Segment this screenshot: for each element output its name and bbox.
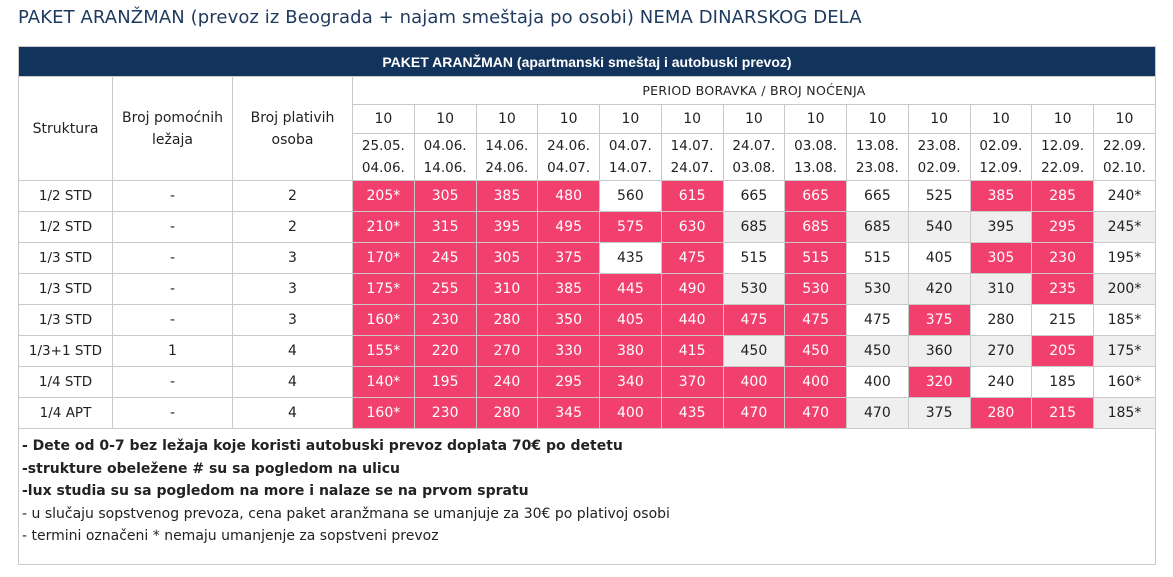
period-from: 04.07. [608,138,652,154]
period-dates [600,134,662,181]
price-cell: 295 [1032,212,1094,243]
header-pomocnih-line1: Broj pomoćnih [122,109,223,126]
period-dates [476,134,538,181]
price-cell: 195* [1094,243,1156,274]
header-plativih-osoba [233,77,353,181]
price-cell: 685 [847,212,909,243]
period-dates [538,134,600,181]
table-row [19,367,1156,398]
price-cell: 230 [414,305,476,336]
notes-section [19,429,1156,565]
price-cell: 375 [908,398,970,429]
row-plativih-osoba: 3 [233,305,353,336]
table-row [19,305,1156,336]
header-plativih-line1: Broj plativih [250,109,335,126]
period-to: 14.06. [423,160,467,176]
note-line: - termini označeni * nemaju umanjenje za sopstveni prevoz [22,528,439,545]
price-cell: 630 [661,212,723,243]
price-cell: 480 [538,181,600,212]
price-table [18,46,1156,565]
price-cell: 435 [600,243,662,274]
price-cell: 310 [476,274,538,305]
period-from: 02.09. [979,138,1023,154]
row-struktura: 1/2 STD [19,181,113,212]
period-to: 12.09. [979,160,1023,176]
row-pomocnih-lezaja: - [113,274,233,305]
period-nights: 10 [600,105,662,134]
price-cell: 405 [908,243,970,274]
price-cell: 240* [1094,181,1156,212]
table-row [19,243,1156,274]
price-cell: 470 [847,398,909,429]
period-nights: 10 [908,105,970,134]
table-banner: PAKET ARANŽMAN (apartmanski smeštaj i autobuski prevoz) [19,47,1156,77]
price-cell: 495 [538,212,600,243]
price-cell: 320 [908,367,970,398]
price-cell: 385 [970,181,1032,212]
period-from: 13.08. [855,138,899,154]
price-cell: 285 [1032,181,1094,212]
row-pomocnih-lezaja: - [113,243,233,274]
price-cell: 475 [847,305,909,336]
period-from: 03.08. [794,138,838,154]
period-dates [1094,134,1156,181]
price-cell: 245 [414,243,476,274]
price-cell: 400 [785,367,847,398]
price-cell: 185 [1032,367,1094,398]
period-dates [414,134,476,181]
price-cell: 345 [538,398,600,429]
period-nights: 10 [723,105,785,134]
price-cell: 400 [723,367,785,398]
row-plativih-osoba: 4 [233,367,353,398]
price-cell: 160* [1094,367,1156,398]
price-cell: 530 [723,274,785,305]
price-cell: 315 [414,212,476,243]
period-to: 13.08. [794,160,838,176]
period-to: 03.08. [732,160,776,176]
price-cell: 530 [785,274,847,305]
row-pomocnih-lezaja: - [113,398,233,429]
price-cell: 155* [353,336,415,367]
price-cell: 175* [353,274,415,305]
table-row [19,181,1156,212]
row-struktura: 1/4 STD [19,367,113,398]
period-from: 12.09. [1041,138,1085,154]
price-cell: 385 [476,181,538,212]
price-cell: 230 [414,398,476,429]
price-cell: 280 [970,398,1032,429]
price-cell: 240 [970,367,1032,398]
price-cell: 440 [661,305,723,336]
period-from: 22.09. [1102,138,1146,154]
price-cell: 185* [1094,305,1156,336]
price-cell: 395 [970,212,1032,243]
row-plativih-osoba: 3 [233,243,353,274]
row-pomocnih-lezaja: - [113,212,233,243]
price-cell: 175* [1094,336,1156,367]
price-cell: 395 [476,212,538,243]
price-cell: 200* [1094,274,1156,305]
header-plativih-line2: osoba [271,131,314,148]
price-cell: 280 [970,305,1032,336]
period-dates [723,134,785,181]
price-cell: 445 [600,274,662,305]
row-struktura: 1/2 STD [19,212,113,243]
period-nights: 10 [476,105,538,134]
table-row [19,212,1156,243]
price-cell: 245* [1094,212,1156,243]
price-cell: 475 [723,305,785,336]
row-plativih-osoba: 2 [233,212,353,243]
price-cell: 140* [353,367,415,398]
price-cell: 230 [1032,243,1094,274]
period-to: 02.09. [917,160,961,176]
row-plativih-osoba: 4 [233,398,353,429]
price-cell: 350 [538,305,600,336]
row-plativih-osoba: 4 [233,336,353,367]
price-cell: 270 [476,336,538,367]
period-from: 04.06. [423,138,467,154]
period-from: 24.06. [547,138,591,154]
price-cell: 450 [723,336,785,367]
price-cell: 370 [661,367,723,398]
price-cell: 295 [538,367,600,398]
price-cell: 255 [414,274,476,305]
price-cell: 470 [785,398,847,429]
row-plativih-osoba: 2 [233,181,353,212]
period-nights: 10 [353,105,415,134]
period-to: 24.06. [485,160,529,176]
price-cell: 185* [1094,398,1156,429]
row-struktura: 1/3 STD [19,274,113,305]
header-period: PERIOD BORAVKA / BROJ NOĆENJA [353,77,1156,105]
period-to: 22.09. [1041,160,1085,176]
price-cell: 490 [661,274,723,305]
price-cell: 360 [908,336,970,367]
period-dates [661,134,723,181]
period-to: 24.07. [670,160,714,176]
price-cell: 405 [600,305,662,336]
header-pomocnih-line2: ležaja [152,131,193,148]
row-pomocnih-lezaja: - [113,367,233,398]
price-cell: 385 [538,274,600,305]
price-cell: 415 [661,336,723,367]
price-cell: 215 [1032,305,1094,336]
price-cell: 615 [661,181,723,212]
price-cell: 305 [970,243,1032,274]
price-cell: 195 [414,367,476,398]
price-cell: 560 [600,181,662,212]
price-cell: 400 [847,367,909,398]
price-cell: 530 [847,274,909,305]
table-row [19,274,1156,305]
price-cell: 515 [723,243,785,274]
price-cell: 475 [661,243,723,274]
period-nights: 10 [847,105,909,134]
period-nights: 10 [1032,105,1094,134]
price-cell: 475 [785,305,847,336]
period-from: 14.06. [485,138,529,154]
period-nights: 10 [661,105,723,134]
note-line: - Dete od 0-7 bez ležaja koje koristi autobuski prevoz doplata 70€ po detetu [22,438,623,454]
price-cell: 270 [970,336,1032,367]
table-row [19,336,1156,367]
price-cell: 280 [476,305,538,336]
period-nights: 10 [970,105,1032,134]
price-cell: 575 [600,212,662,243]
price-cell: 685 [723,212,785,243]
period-dates [785,134,847,181]
period-nights: 10 [1094,105,1156,134]
row-pomocnih-lezaja: - [113,181,233,212]
note-line: - u slučaju sopstvenog prevoza, cena paket aranžmana se umanjuje za 30€ po plativoj osobi [22,505,670,522]
price-cell: 210* [353,212,415,243]
price-cell: 515 [847,243,909,274]
period-dates [353,134,415,181]
period-dates [847,134,909,181]
price-cell: 215 [1032,398,1094,429]
price-cell: 435 [661,398,723,429]
period-to: 23.08. [855,160,899,176]
period-to: 04.06. [361,160,405,176]
price-cell: 540 [908,212,970,243]
price-cell: 280 [476,398,538,429]
price-cell: 375 [538,243,600,274]
price-cell: 450 [785,336,847,367]
price-cell: 170* [353,243,415,274]
price-cell: 685 [785,212,847,243]
period-dates [1032,134,1094,181]
header-pomocnih-lezaja [113,77,233,181]
price-cell: 305 [476,243,538,274]
price-cell: 450 [847,336,909,367]
period-dates [908,134,970,181]
price-cell: 305 [414,181,476,212]
row-struktura: 1/4 APT [19,398,113,429]
period-nights: 10 [414,105,476,134]
price-cell: 235 [1032,274,1094,305]
price-cell: 160* [353,398,415,429]
row-struktura: 1/3 STD [19,305,113,336]
period-nights: 10 [538,105,600,134]
price-cell: 380 [600,336,662,367]
price-cell: 420 [908,274,970,305]
price-cell: 400 [600,398,662,429]
price-cell: 160* [353,305,415,336]
price-cell: 375 [908,305,970,336]
price-cell: 665 [785,181,847,212]
period-to: 14.07. [608,160,652,176]
price-cell: 330 [538,336,600,367]
price-cell: 665 [847,181,909,212]
period-to: 02.10. [1102,160,1146,176]
row-plativih-osoba: 3 [233,274,353,305]
page-title: PAKET ARANŽMAN (prevoz iz Beograda + najam smeštaja po osobi) NEMA DINARSKOG DELA [18,7,862,28]
period-to: 04.07. [547,160,591,176]
period-nights: 10 [785,105,847,134]
period-from: 23.08. [917,138,961,154]
header-struktura: Struktura [19,77,113,181]
price-cell: 340 [600,367,662,398]
period-from: 25.05. [361,138,405,154]
note-line: -strukture obeležene # su sa pogledom na ulicu [22,460,400,477]
price-cell: 525 [908,181,970,212]
price-cell: 470 [723,398,785,429]
period-from: 14.07. [670,138,714,154]
period-dates [970,134,1032,181]
row-struktura: 1/3 STD [19,243,113,274]
price-cell: 515 [785,243,847,274]
price-cell: 205 [1032,336,1094,367]
row-pomocnih-lezaja: - [113,305,233,336]
price-cell: 220 [414,336,476,367]
table-row [19,398,1156,429]
period-from: 24.07. [732,138,776,154]
row-struktura: 1/3+1 STD [19,336,113,367]
note-line: -lux studia su sa pogledom na more i nalaze se na prvom spratu [22,483,529,500]
price-cell: 240 [476,367,538,398]
price-cell: 205* [353,181,415,212]
price-cell: 310 [970,274,1032,305]
price-cell: 665 [723,181,785,212]
row-pomocnih-lezaja: 1 [113,336,233,367]
